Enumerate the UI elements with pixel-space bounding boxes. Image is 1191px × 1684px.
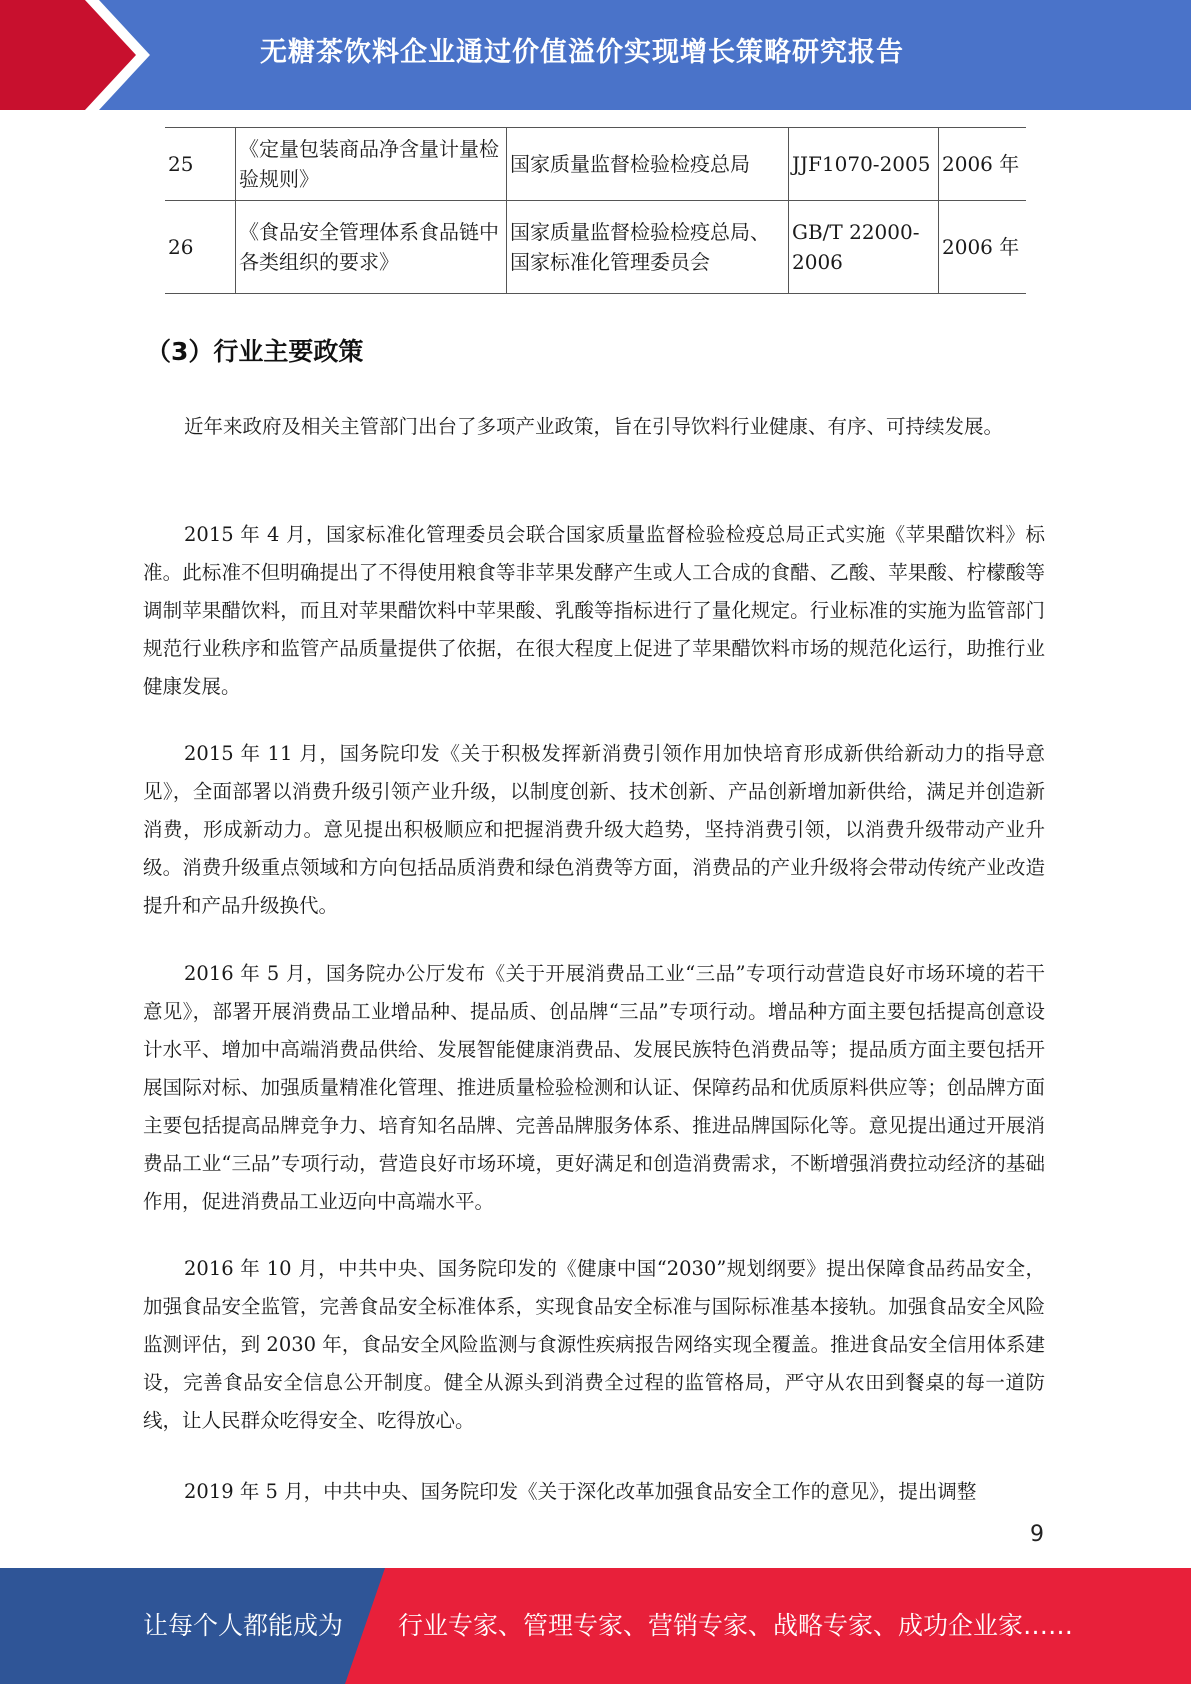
standard-code-cell: JJF1070-2005	[789, 128, 939, 201]
body-paragraph: 2016 年 10 月，中共中央、国务院印发的《健康中国“2030”规划纲要》提出保障食品药品安全，加强食品安全监管，完善食品安全标准体系，实现食品安全标准与国际标准基本接轨。加强食品安全风险监测评估，到 2030 年，食品安全风险监测与食源性疾病报告网络实现全覆盖。推进食品安全信用体系建设，完善食品安全信息公开制度。健全从源头到消费全过程的监管格局，严守从农田到餐桌的每一道防线，让人民群众吃得安全、吃得放心。	[143, 1257, 1045, 1432]
body-paragraph: 2015 年 11 月，国务院印发《关于积极发挥新消费引领作用加快培育形成新供给新动力的指导意见》，全面部署以消费升级引领产业升级，以制度创新、技术创新、产品创新增加新供给，满足并创造新消费，形成新动力。意见提出积极顺应和把握消费升级大趋势，坚持消费引领，以消费升级带动产业升级。消费升级重点领域和方向包括品质消费和绿色消费等方面，消费品的产业升级将会带动传统产业改造提升和产品升级换代。	[143, 742, 1045, 917]
table-row	[165, 128, 1026, 201]
row-number-cell: 25	[165, 128, 236, 201]
standard-code-cell: GB/T 22000-2006	[789, 201, 939, 294]
year-cell: 2006 年	[939, 128, 1027, 201]
year-cell: 2006 年	[939, 201, 1027, 294]
table-row	[165, 201, 1026, 294]
body-paragraph: 近年来政府及相关主管部门出台了多项产业政策，旨在引导饮料行业健康、有序、可持续发展。	[184, 415, 1004, 438]
page-header	[0, 0, 1191, 110]
body-paragraph: 2016 年 5 月，国务院办公厅发布《关于开展消费品工业“三品”专项行动营造良好市场环境的若干意见》，部署开展消费品工业增品种、提品质、创品牌“三品”专项行动。增品种方面主要包括提高创意设计水平、增加中高端消费品供给、发展智能健康消费品、发展民族特色消费品等；提品质方面主要包括开展国际对标、加强质量精准化管理、推进质量检验检测和认证、保障药品和优质原料供应等；创品牌方面主要包括提高品牌竞争力、培育知名品牌、完善品牌服务体系、推进品牌国际化等。意见提出通过开展消费品工业“三品”专项行动，营造良好市场环境，更好满足和创造消费需求，不断增强消费拉动经济的基础作用，促进消费品工业迈向中高端水平。	[143, 962, 1045, 1213]
footer-slogan-right: 行业专家、管理专家、营销专家、战略专家、成功企业家……	[398, 1611, 1074, 1640]
row-number-cell: 26	[165, 201, 236, 294]
footer-slogan-left: 让每个人都能成为	[143, 1611, 344, 1640]
page-footer	[0, 1568, 1191, 1684]
issuing-department-cell: 国家质量监督检验检疫总局、国家标准化管理委员会	[507, 201, 789, 294]
body-paragraph: 2019 年 5 月，中共中央、国务院印发《关于深化改革加强食品安全工作的意见》，提出调整	[184, 1480, 977, 1503]
standard-name-cell: 《食品安全管理体系食品链中各类组织的要求》	[236, 201, 507, 294]
issuing-department-cell: 国家质量监督检验检疫总局	[507, 128, 789, 201]
page-number: 9	[1030, 1522, 1044, 1547]
section-heading: （3）行业主要政策	[146, 337, 364, 366]
standard-name-cell: 《定量包装商品净含量计量检验规则》	[236, 128, 507, 201]
standards-table	[165, 127, 1026, 294]
body-paragraph: 2015 年 4 月，国家标准化管理委员会联合国家质量监督检验检疫总局正式实施《苹果醋饮料》标准。此标准不但明确提出了不得使用粮食等非苹果发酵产生或人工合成的食醋、乙酸、苹果酸、柠檬酸等调制苹果醋饮料，而且对苹果醋饮料中苹果酸、乳酸等指标进行了量化规定。行业标准的实施为监管部门规范行业秩序和监管产品质量提供了依据，在很大程度上促进了苹果醋饮料市场的规范化运行，助推行业健康发展。	[143, 523, 1045, 698]
header-red-chevron	[0, 0, 150, 110]
report-title: 无糖茶饮料企业通过价值溢价实现增长策略研究报告	[260, 37, 904, 68]
